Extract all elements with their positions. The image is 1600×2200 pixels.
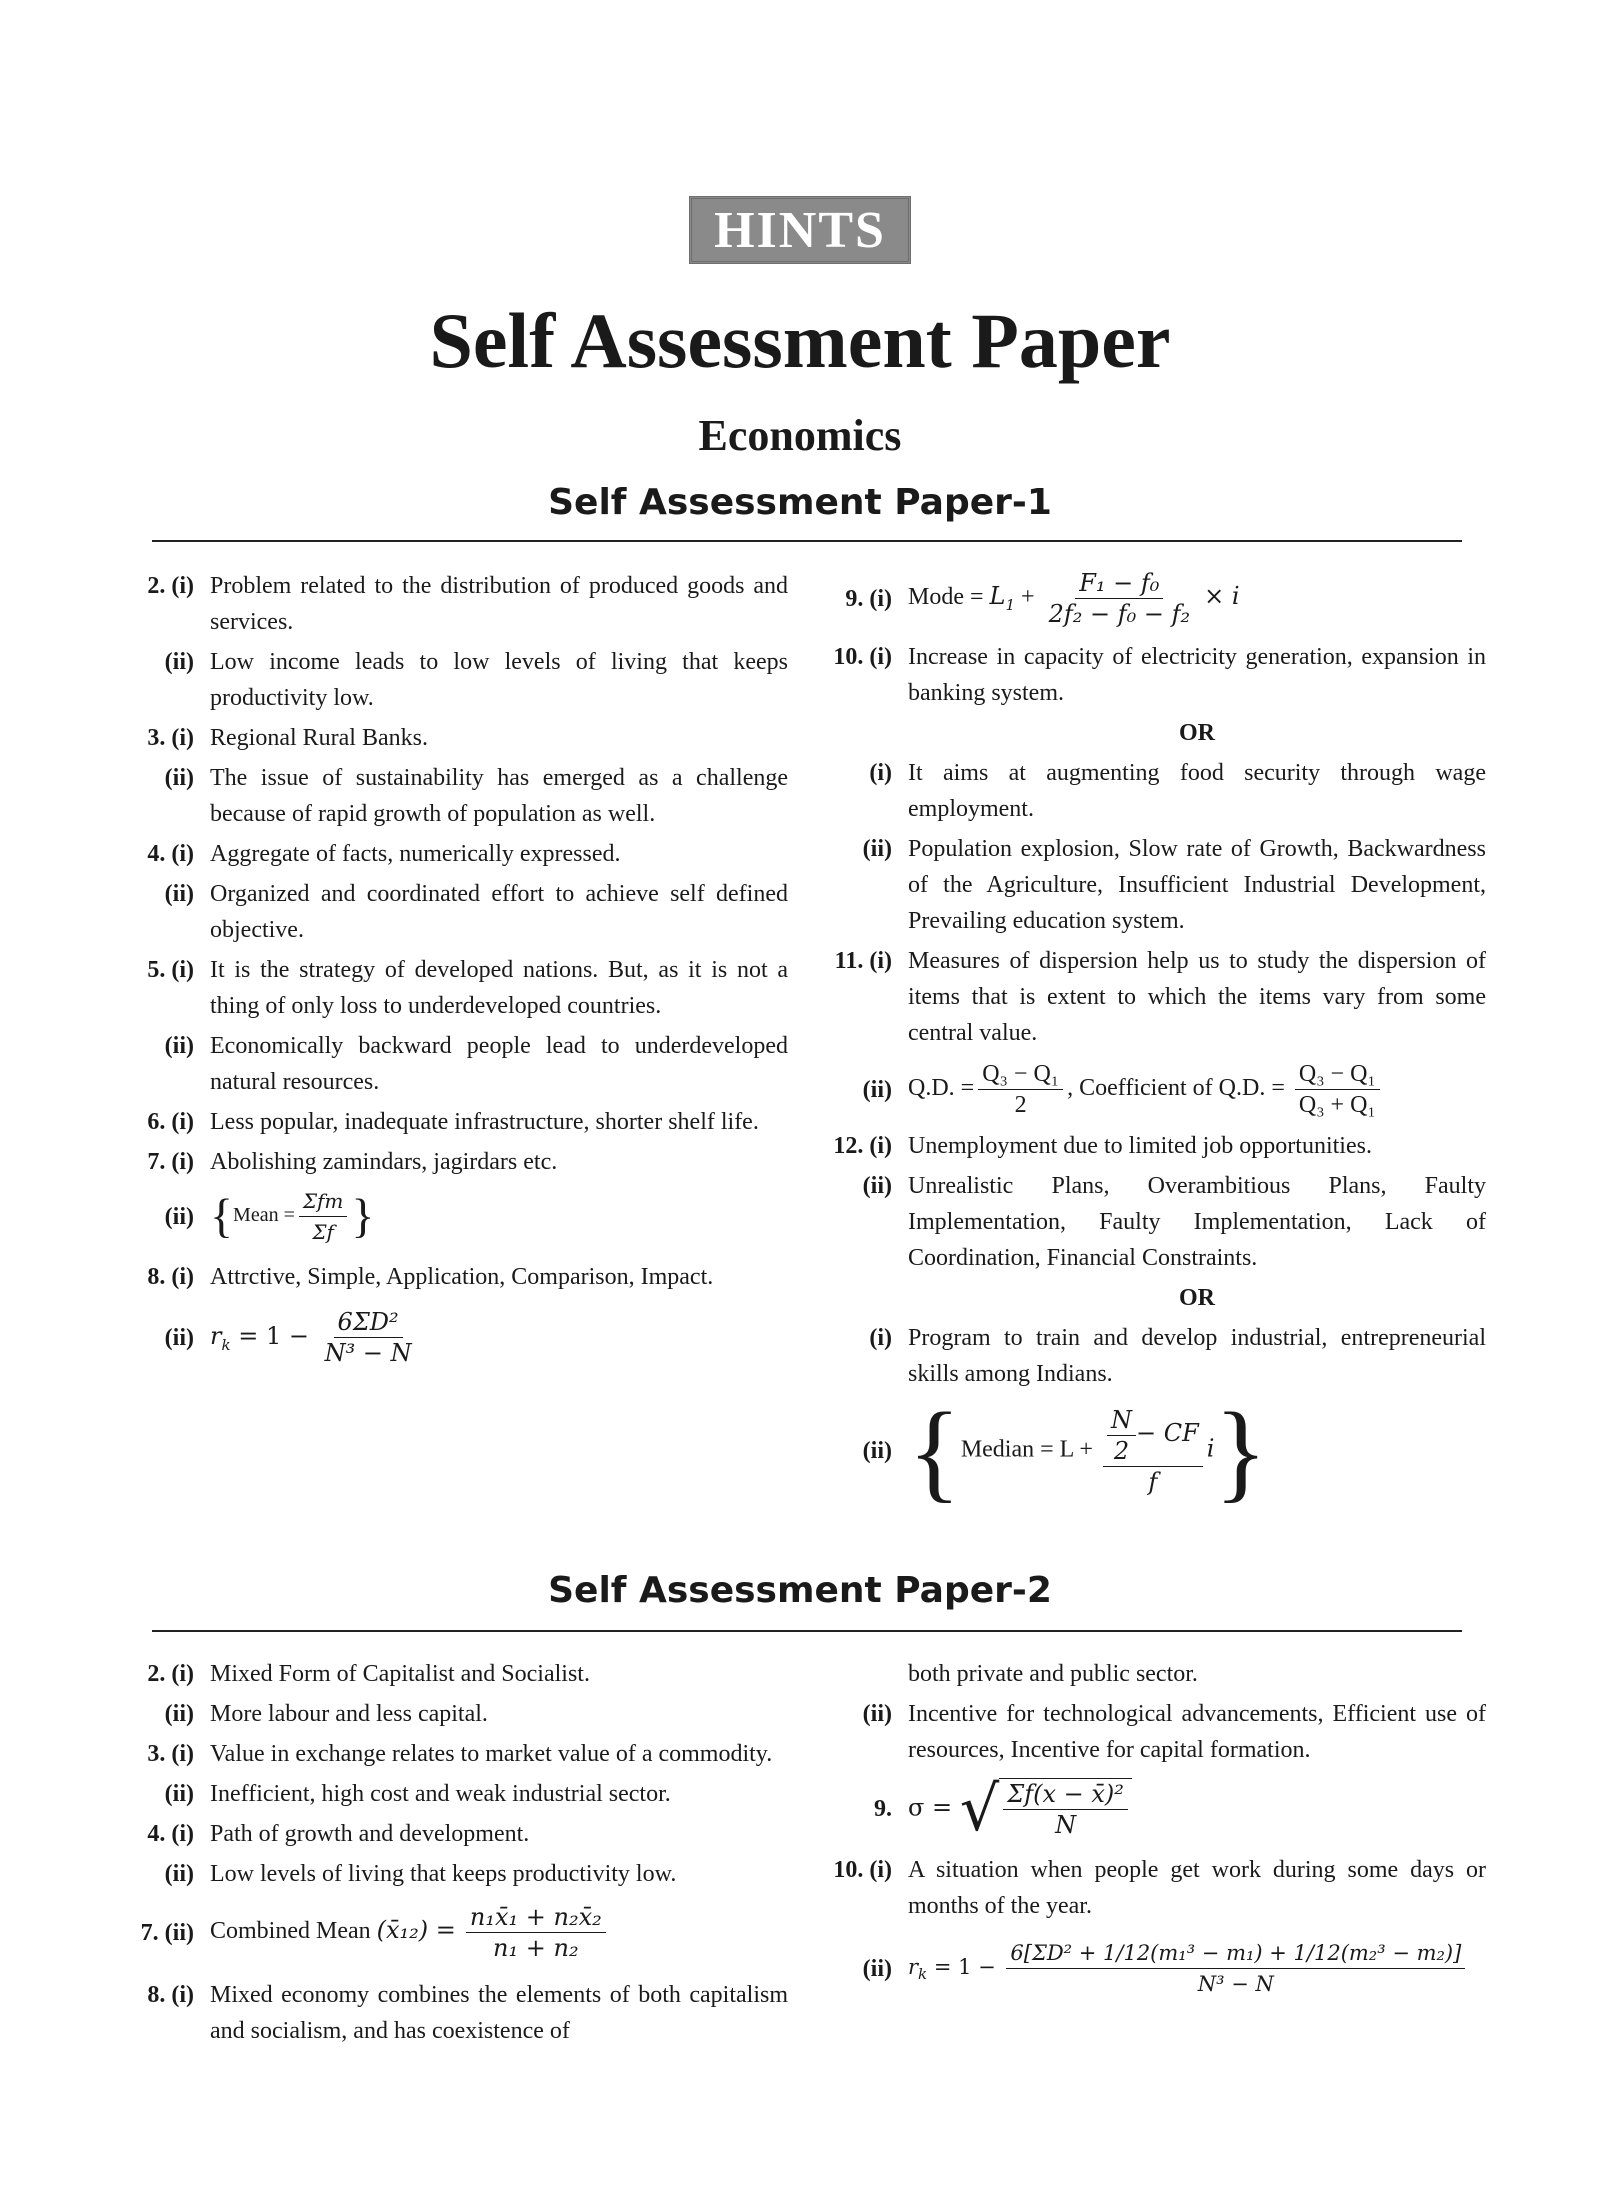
q8-i-item — [120, 1259, 788, 1295]
item-number: 4. (i) — [147, 1821, 194, 1847]
page-title: Self Assessment Paper — [429, 297, 1171, 384]
list-item — [818, 831, 1486, 939]
list-item — [120, 1104, 788, 1140]
item-number: 12. (i) — [833, 1133, 892, 1159]
item-number: (ii) — [862, 1438, 892, 1464]
hints-badge: HINTS — [689, 196, 911, 264]
formula-lhs: σ = — [908, 1793, 953, 1822]
item-number: 8. (i) — [147, 1982, 194, 2008]
formula-denominator: N³ − N — [324, 1339, 412, 1367]
formula-numerator: Q₃ − Q₁ — [978, 1059, 1063, 1090]
formula-numerator: 6[ΣD² + 1/12(m₁³ − m₁) + 1/12(m₂³ − m₂)] — [1006, 1938, 1465, 1969]
formula-term: L — [989, 582, 1006, 611]
item-text: Mixed economy combines the elements of both capitalism and socialism, and has coexistence of — [210, 1982, 788, 2044]
formula-label: Median = L + — [960, 1436, 1093, 1463]
item-number: 6. (i) — [147, 1109, 194, 1135]
paper1-left-column — [120, 568, 788, 1368]
item-text: Value in exchange relates to market value of a commodity. — [210, 1741, 773, 1767]
list-item — [120, 1028, 788, 1100]
formula-label: Mean = — [233, 1204, 295, 1227]
mean-formula: {Mean = $\frac{\text{Σfm}}{\Sigma f}$ } — [210, 1186, 788, 1247]
item-number: (ii) — [862, 1955, 892, 1982]
item-number: 11. (i) — [834, 948, 892, 974]
item-number: (ii) — [164, 881, 194, 907]
list-item — [120, 836, 788, 872]
item-text: Low income leads to low levels of living that keeps productivity low. — [210, 649, 788, 711]
q9-i-item — [818, 568, 1486, 629]
paper2-right-column — [818, 1656, 1486, 1999]
formula-label: Q.D. = — [908, 1075, 975, 1102]
formula-equals: = 1 − — [238, 1322, 309, 1350]
item-number: (ii) — [164, 649, 194, 675]
q7-ii-item — [120, 1186, 788, 1247]
item-number: 5. (i) — [147, 957, 194, 983]
std-deviation-formula — [908, 1772, 1486, 1845]
item-number: (ii) — [862, 836, 892, 862]
item-number: 3. (i) — [147, 1741, 194, 1767]
formula-label: , Coefficient of Q.D. = — [1067, 1075, 1285, 1102]
formula-numerator: Σfm — [299, 1186, 348, 1217]
item-text: Low levels of living that keeps productivity low. — [210, 1861, 677, 1887]
item-number: (ii) — [164, 1781, 194, 1807]
item-text: Economically backward people lead to underdeveloped natural resources. — [210, 1033, 788, 1095]
list-item — [120, 720, 788, 756]
formula-numerator: n₁x̄₁ + n₂x̄₂ — [466, 1902, 606, 1933]
formula-label: Combined Mean — [210, 1918, 371, 1945]
q10-ii-item — [818, 1938, 1486, 1999]
formula-denominator: f — [1148, 1468, 1158, 1496]
list-item — [120, 644, 788, 716]
formula-denominator: 2f₂ − f₀ − f₂ — [1048, 600, 1191, 628]
list-item — [120, 1856, 788, 1892]
formula-denominator: n₁ + n₂ — [493, 1934, 579, 1962]
formula-plus: + — [1021, 584, 1035, 611]
item-text: Problem related to the distribution of produced goods and services. — [210, 573, 788, 635]
item-number: (ii) — [164, 1861, 194, 1887]
formula-minus: − CF — [1135, 1419, 1199, 1448]
q8-i-item — [120, 1977, 788, 2049]
item-text: Abolishing zamindars, jagirdars etc. — [210, 1149, 558, 1175]
formula-label: Mode = — [908, 584, 984, 611]
q11-ii-item — [818, 1059, 1486, 1120]
item-number: (ii) — [164, 1324, 194, 1351]
or-divider: OR — [1179, 1285, 1215, 1311]
item-number: (ii) — [862, 1173, 892, 1199]
formula-subscript: k — [221, 1335, 231, 1354]
formula-numerator: F₁ − f₀ — [1075, 568, 1163, 599]
formula-inner-denominator: 2 — [1113, 1437, 1130, 1465]
item-text: A situation when people get work during some days or months of the year. — [908, 1857, 1486, 1919]
hints-banner — [0, 196, 1600, 264]
item-text: Attrctive, Simple, Application, Comparison, Impact. — [210, 1264, 714, 1290]
median-formula: {Median = L + $\frac{N}{2}$ − CF f i} — [908, 1390, 1268, 1512]
formula-numerator: 6ΣD² — [334, 1307, 403, 1338]
list-item — [120, 1816, 788, 1852]
item-text: Unrealistic Plans, Overambitious Plans, Faulty Implementation, Faulty Implementation, Lack of Coordination, Financial Constraints. — [908, 1173, 1486, 1271]
formula-denominator: N — [1055, 1811, 1077, 1839]
q7-ii-item — [120, 1902, 788, 1963]
formula-denominator: N³ − N — [1197, 1972, 1274, 1996]
item-text: Measures of dispersion help us to study the dispersion of items that is extent to which the items vary from some central value. — [908, 948, 1486, 1046]
formula-symbol: (x̄₁₂) = — [376, 1916, 456, 1945]
sqrt-icon: √ — [959, 1772, 1000, 1845]
formula-lhs: r — [908, 1955, 919, 1979]
list-item — [818, 715, 1486, 751]
item-number: (ii) — [164, 765, 194, 791]
item-number: (ii) — [164, 1033, 194, 1059]
item-text: It is the strategy of developed nations. But, as it is not a thing of only loss to underdeveloped countries. — [210, 957, 788, 1019]
item-number: 7. (ii) — [140, 1919, 194, 1946]
q9-item — [818, 1772, 1486, 1845]
list-item — [120, 1776, 788, 1812]
item-text: Increase in capacity of electricity generation, expansion in banking system. — [908, 644, 1486, 706]
rank-correlation-formula — [210, 1307, 788, 1368]
section-heading-paper-1: Self Assessment Paper-1 — [548, 482, 1052, 523]
item-text: Organized and coordinated effort to achieve self defined objective. — [210, 881, 788, 943]
combined-mean-formula — [210, 1902, 788, 1963]
item-number: 2. (i) — [147, 1661, 194, 1687]
formula-denominator: Q₃ + Q₁ — [1298, 1092, 1376, 1118]
item-text: It aims at augmenting food security through wage employment. — [908, 760, 1486, 822]
item-number: (i) — [869, 1325, 892, 1351]
list-item — [818, 1168, 1486, 1276]
list-item — [120, 760, 788, 832]
list-item — [818, 639, 1486, 711]
section-rule-2 — [152, 1630, 1462, 1632]
mode-formula — [908, 568, 1486, 629]
item-number: 4. (i) — [147, 841, 194, 867]
q10-i-item — [818, 1852, 1486, 1924]
item-text: Program to train and develop industrial, entrepreneurial skills among Indians. — [908, 1325, 1486, 1387]
formula-term: i — [1206, 1434, 1215, 1463]
item-text: More labour and less capital. — [210, 1701, 488, 1727]
section-rule-1 — [152, 540, 1462, 542]
list-item — [818, 1280, 1486, 1316]
subject-title: Economics — [698, 411, 902, 460]
item-number: 7. (i) — [147, 1149, 194, 1175]
item-text: Inefficient, high cost and weak industrial sector. — [210, 1781, 671, 1807]
rank-correlation-tied-formula — [908, 1938, 1486, 1999]
formula-equals: = 1 − — [933, 1955, 996, 1979]
formula-subscript: k — [918, 1965, 928, 1984]
item-number: (ii) — [862, 1076, 892, 1103]
q8-ii-item — [120, 1307, 788, 1368]
item-text: The issue of sustainability has emerged as a challenge because of rapid growth of population as well. — [210, 765, 788, 827]
item-number: 9. — [874, 1796, 892, 1822]
item-text: Mixed Form of Capitalist and Socialist. — [210, 1661, 590, 1687]
formula-inner-numerator: N — [1107, 1405, 1136, 1436]
formula-denominator: Σf — [312, 1220, 334, 1244]
list-item — [120, 1736, 788, 1772]
item-number: 9. (i) — [845, 585, 892, 612]
list-item — [818, 1320, 1486, 1392]
list-item — [120, 1696, 788, 1732]
item-text: Population explosion, Slow rate of Growth, Backwardness of the Agriculture, Insufficient Industrial Development, Prevailing education system. — [908, 836, 1486, 934]
item-number: 2. (i) — [147, 573, 194, 599]
item-number: 10. (i) — [833, 1857, 892, 1883]
list-item — [120, 952, 788, 1024]
or-divider: OR — [1179, 720, 1215, 746]
q12-ii-item — [818, 1390, 1486, 1512]
list-item — [120, 568, 788, 640]
item-number: (i) — [869, 760, 892, 786]
formula-numerator: Q₃ − Q₁ — [1295, 1059, 1380, 1090]
item-number: 8. (i) — [147, 1264, 194, 1290]
item-number: 10. (i) — [833, 644, 892, 670]
formula-times: × i — [1204, 582, 1240, 611]
list-item — [818, 1128, 1486, 1164]
section-heading-paper-2: Self Assessment Paper-2 — [548, 1570, 1052, 1611]
item-text: Incentive for technological advancements, Efficient use of resources, Incentive for capital formation. — [908, 1701, 1486, 1763]
paper1-right-column — [818, 568, 1486, 1512]
list-item — [818, 755, 1486, 827]
item-number: 3. (i) — [147, 725, 194, 751]
list-item — [120, 1656, 788, 1692]
formula-lhs: r — [210, 1322, 222, 1350]
formula-subscript: 1 — [1005, 595, 1016, 614]
item-number: (ii) — [164, 1701, 194, 1727]
item-text: Unemployment due to limited job opportunities. — [908, 1133, 1372, 1159]
item-text: Less popular, inadequate infrastructure, shorter shelf life. — [210, 1109, 759, 1135]
item-number: (ii) — [862, 1701, 892, 1727]
item-text: Regional Rural Banks. — [210, 725, 428, 751]
list-item — [120, 876, 788, 948]
item-number: (ii) — [164, 1203, 194, 1230]
quartile-deviation-formula — [908, 1059, 1486, 1120]
item-text: both private and public sector. — [908, 1661, 1198, 1687]
list-item — [120, 1144, 788, 1180]
list-item — [818, 1656, 1486, 1692]
item-text: Path of growth and development. — [210, 1821, 530, 1847]
item-text: Aggregate of facts, numerically expressed. — [210, 841, 621, 867]
list-item — [818, 1696, 1486, 1768]
formula-numerator: Σf(x − x̄)² — [1003, 1779, 1128, 1810]
formula-denominator: 2 — [1014, 1092, 1027, 1118]
list-item — [818, 943, 1486, 1051]
paper2-left-column — [120, 1656, 788, 2049]
